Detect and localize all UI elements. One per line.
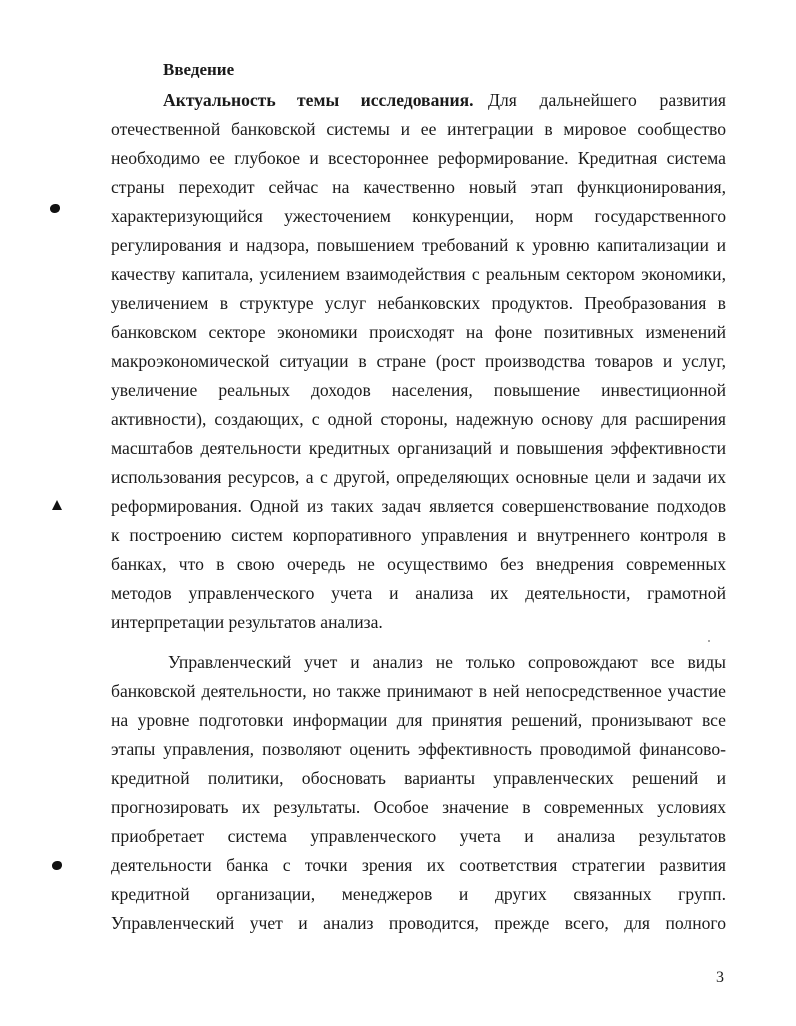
paragraph-line: приобретает система управленческого учета и анализа результатов bbox=[111, 826, 726, 846]
paragraph-line: качеству капитала, усилением взаимодействия с реальным сектором экономики, bbox=[111, 264, 726, 284]
paragraph-line: банковском секторе экономики происходят на фоне позитивных изменений bbox=[111, 322, 726, 342]
paragraph-line: прогнозировать их результаты. Особое значение в современных условиях bbox=[111, 797, 726, 817]
paragraph-line: использования ресурсов, а с другой, определяющих основные цели и задачи их bbox=[111, 467, 726, 487]
paragraph-line: интерпретации результатов анализа. bbox=[111, 612, 383, 632]
paragraph-line: активности), создающих, с одной стороны, надежную основу для расширения bbox=[111, 409, 726, 429]
paragraph-line: отечественной банковской системы и ее интеграции в мировое сообщество bbox=[111, 119, 726, 139]
paragraph-line: Управленческий учет и анализ проводится, прежде всего, для полного bbox=[111, 913, 726, 933]
paragraph-line: необходимо ее глубокое и всестороннее реформирование. Кредитная система bbox=[111, 148, 726, 168]
scan-mark-middle bbox=[52, 500, 62, 510]
paragraph-line: характеризующийся ужесточением конкуренции, норм государственного bbox=[111, 206, 726, 226]
scan-speck bbox=[708, 640, 710, 642]
paragraph-line: увеличением в структуре услуг небанковских продуктов. Преобразования в bbox=[111, 293, 726, 313]
scan-mark-bottom bbox=[52, 861, 62, 870]
paragraph-line: на уровне подготовки информации для принятия решений, пронизывают все bbox=[111, 710, 726, 730]
paragraph-line: масштабов деятельности кредитных организаций и повышения эффективности bbox=[111, 438, 726, 458]
paragraph-line: методов управленческого учета и анализа их деятельности, грамотной bbox=[111, 583, 726, 603]
paragraph-line: реформирования. Одной из таких задач является совершенствование подходов bbox=[111, 496, 726, 516]
paragraph-line: макроэкономической ситуации в стране (рост производства товаров и услуг, bbox=[111, 351, 726, 371]
paragraph-line: Управленческий учет и анализ не только сопровождают все виды bbox=[168, 652, 726, 672]
paragraph-line: регулирования и надзора, повышением требований к уровню капитализации и bbox=[111, 235, 726, 255]
paragraph-line: кредитной организации, менеджеров и других связанных групп. bbox=[111, 884, 726, 904]
paragraph-line: увеличение реальных доходов населения, повышение инвестиционной bbox=[111, 380, 726, 400]
paragraph-line: банковской деятельности, но также принимают в ней непосредственное участие bbox=[111, 681, 726, 701]
section-heading: Введение bbox=[163, 60, 235, 79]
paragraph-line: Для дальнейшего развития bbox=[488, 90, 726, 110]
paragraph-line: кредитной политики, обосновать варианты управленческих решений и bbox=[111, 768, 726, 788]
paragraph-line: деятельности банка с точки зрения их соответствия стратегии развития bbox=[111, 855, 726, 875]
paragraph-line: этапы управления, позволяют оценить эффективность проводимой финансово- bbox=[111, 739, 726, 759]
paragraph-line: банках, что в свою очередь не осуществимо без внедрения современных bbox=[111, 554, 726, 574]
lead-phrase: Актуальность темы исследования. bbox=[163, 90, 474, 110]
paragraph-line: к построению систем корпоративного управления и внутреннего контроля в bbox=[111, 525, 726, 545]
scan-mark-top bbox=[50, 204, 60, 213]
page-number: 3 bbox=[716, 969, 724, 986]
paragraph-line: страны переходит сейчас на качественно новый этап функционирования, bbox=[111, 177, 726, 197]
